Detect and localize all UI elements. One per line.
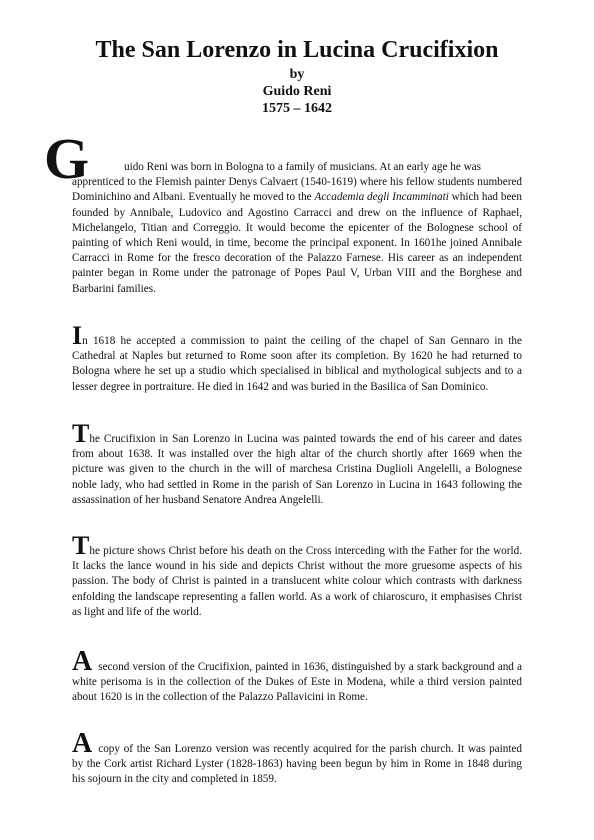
paragraph-4-text: he picture shows Christ before his death on the Cross interceding with the Father for the world. It lacks the lance wound in his side and depicts Christ without the more gruesome aspects of his passion. The body of Christ is painted in a translucent white colour which contrasts with darkness enfolding the landscape representing a fallen world. As a work of chiaroscuro, it emphasises Christ as light and life of the world. <box>72 545 522 618</box>
paragraph-1-first-line: uido Reni was born in Bologna to a family of musicians. At an early age he was <box>124 161 481 173</box>
paragraph-1-text-b: which had been founded by Annibale, Ludovico and Agostino Carracci and drew on the influence of Raphael, Michelangelo, Titian and Correggio. It would become the epicenter of the Bolognese school of painting of which Reni would, in time, become the principal exponent. In 1601he joined Annibale Carracci in Rome for the fresco decoration of the Palazzo Farnese. His career as an independent painter began in Rome under the patronage of Popes Paul V, Urban VIII and the Borghese and Barbarini families. <box>72 191 522 295</box>
author-name: Guido Reni <box>262 84 332 99</box>
paragraph-2-text: n 1618 he accepted a commission to paint the ceiling of the chapel of San Gennaro in the Cathedral at Naples but returned to Rome soon after its completion. By 1620 he had returned to Bologna where he set up a studio which specialised in biblical and mythological subjects and to a lesser degree in portraiture. He died in 1642 and was buried in the Basilica of San Dominico. <box>72 335 522 393</box>
author-dates: 1575 – 1642 <box>262 101 332 116</box>
byline: by <box>289 67 305 82</box>
paragraph-5 <box>72 646 522 706</box>
paragraph-1-dropcap: G <box>44 126 90 191</box>
paragraph-2 <box>72 321 522 395</box>
paragraph-1-italic: Accademia degli Incamminati <box>314 191 449 204</box>
paragraph-3-text: he Crucifixion in San Lorenzo in Lucina was painted towards the end of his career and dates from about 1638. It was installed over the high altar of the church shortly after 1669 when the picture was given to the church in the will of marchesa Cristina Duglioli Angelelli, a Bolognese noble lady, who had settled in Rome in the parish of San Lorenzo in Lucina in 1643 following the assassination of her husband Senatore Andrea Angelelli. <box>72 433 522 506</box>
paragraph-1-text-a: apprenticed to the Flemish painter Denys Calvaert (1540-1619) where his fellow students numbered Dominichino and Albani. Eventually he moved to the <box>72 176 522 204</box>
paragraph-4-dropcap: T <box>72 531 90 560</box>
paragraph-5-dropcap: A <box>72 646 93 677</box>
paragraph-5-text: second version of the Crucifixion, painted in 1636, distinguished by a stark background and a white perisoma is in the collection of the Dukes of Este in Modena, while a third version painted about 1620 is in the collection of the Palazzo Pallavicini in Rome. <box>72 661 522 704</box>
paragraph-6-dropcap: A <box>72 728 93 759</box>
paragraph-3 <box>72 419 522 508</box>
paragraph-6-text: copy of the San Lorenzo version was recently acquired for the parish church. It was painted by the Cork artist Richard Lyster (1828-1863) having been begun by him in Rome in 1848 during his sojourn in the city and completed in 1859. <box>72 743 522 786</box>
paragraph-1 <box>72 160 522 297</box>
paragraph-6 <box>72 728 522 788</box>
paragraph-3-dropcap: T <box>72 419 90 448</box>
paragraph-4 <box>72 531 522 620</box>
paragraph-2-dropcap: I <box>72 321 83 350</box>
document-title: The San Lorenzo in Lucina Crucifixion <box>95 37 499 63</box>
